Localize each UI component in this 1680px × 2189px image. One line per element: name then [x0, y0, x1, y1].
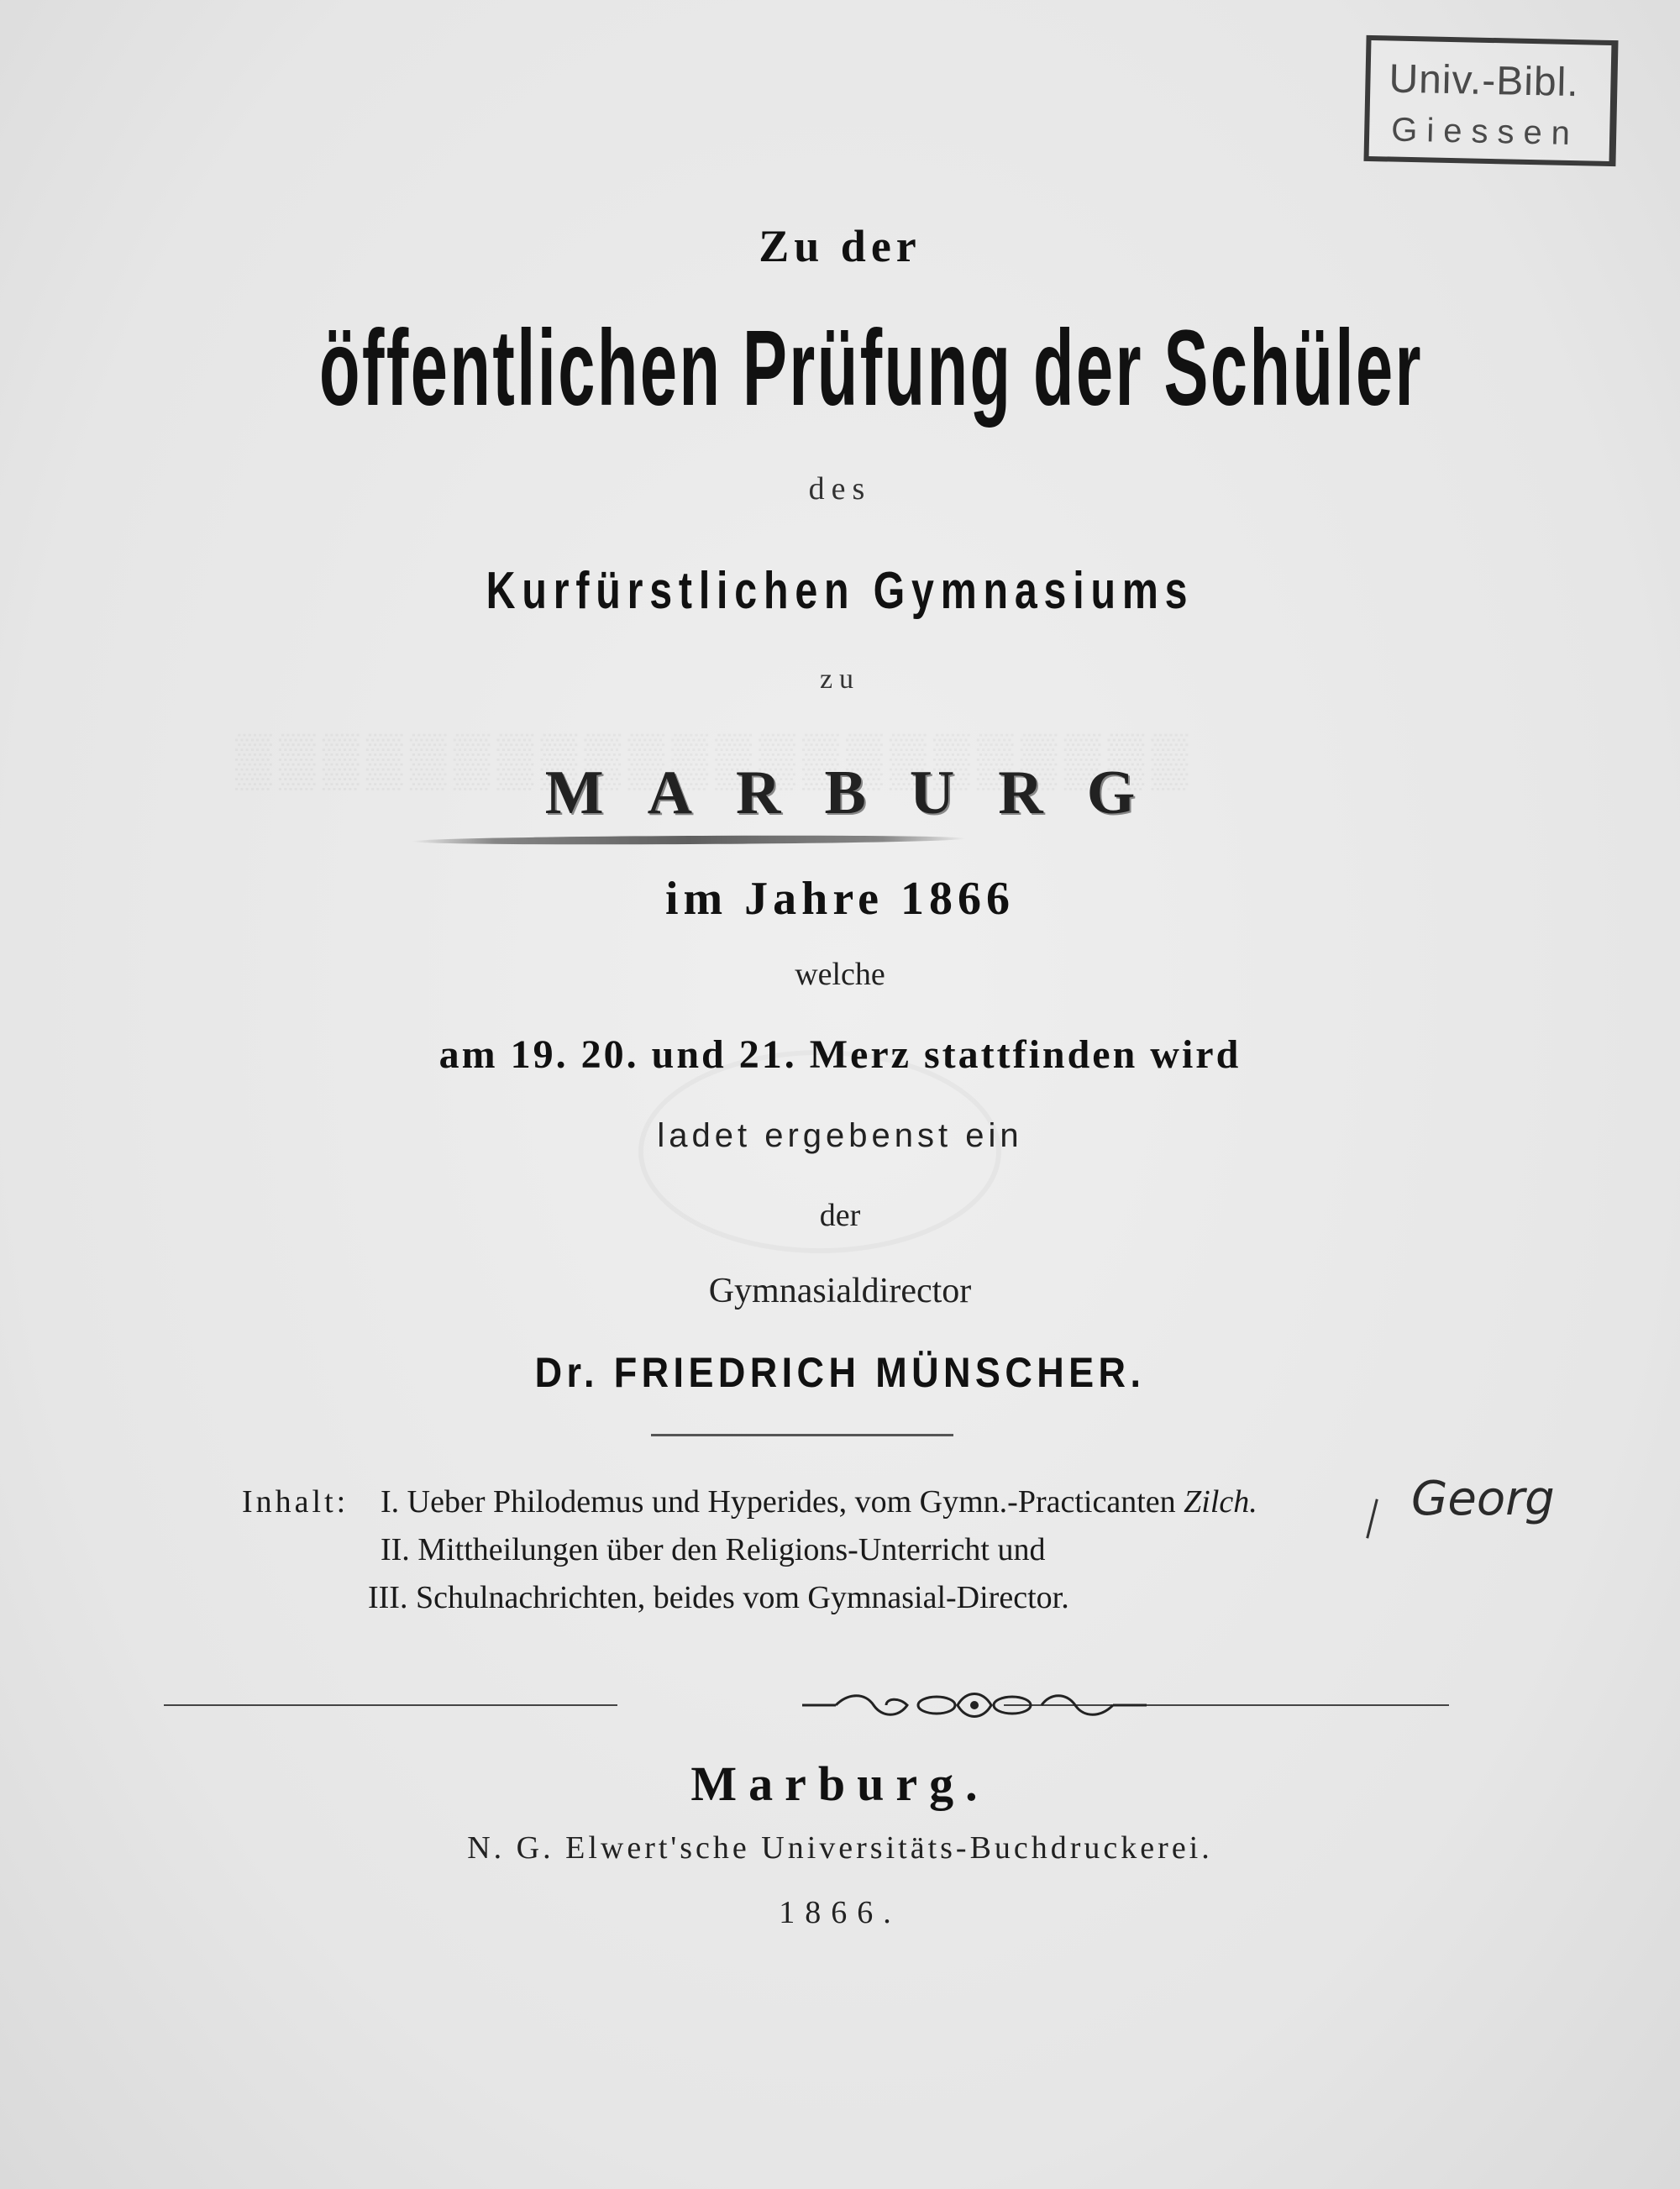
- dates-line: am 19. 20. und 21. Merz stattfinden wird: [438, 1032, 1242, 1077]
- contents-item-number: II.: [381, 1532, 410, 1567]
- contents-item: [242, 1574, 1257, 1622]
- ornament-line-left: [164, 1704, 617, 1706]
- stamp-line-1: Univ.-Bibl.: [1388, 56, 1580, 106]
- pencil-underline: [412, 834, 966, 845]
- author-name: Dr. FRIEDRICH MÜNSCHER.: [534, 1349, 1146, 1396]
- divider-rule: [651, 1434, 953, 1436]
- library-stamp: [1363, 35, 1618, 166]
- contents-label: Inhalt:: [242, 1484, 349, 1520]
- role-line: Gymnasialdirector: [708, 1272, 972, 1310]
- der-line: der: [819, 1198, 861, 1233]
- gymnasium-name: Kurfürstlichen Gymnasiums: [486, 562, 1194, 620]
- handwritten-note: Georg: [1411, 1472, 1555, 1526]
- contents-item-text: Ueber Philodemus und Hyperides, vom Gymn.-Practicanten: [407, 1484, 1176, 1520]
- invite-line: ladet ergebenst ein: [657, 1117, 1023, 1154]
- heading-zu: zu: [819, 664, 861, 695]
- contents-item: [242, 1526, 1257, 1574]
- stamp-line-2: Giessen: [1390, 111, 1580, 153]
- heading-zu-der: Zu der: [759, 221, 921, 271]
- handwritten-name: Zilch.: [1184, 1484, 1257, 1520]
- heading-des: des: [808, 471, 872, 507]
- year-line: im Jahre 1866: [664, 873, 1016, 925]
- imprint-year: 1866.: [779, 1895, 901, 1930]
- ornament-divider: [164, 1688, 1449, 1722]
- handwritten-mark: [1366, 1499, 1378, 1538]
- imprint-printer: N. G. Elwert'sche Universitäts-Buchdruckerei.: [467, 1830, 1213, 1866]
- contents-item-text: Mittheilungen über den Religions-Unterricht und: [417, 1532, 1046, 1567]
- contents-item-text: Schulnachrichten, beides vom Gymnasial-Director.: [415, 1580, 1069, 1615]
- scroll-ornament-icon: [802, 1688, 1147, 1722]
- contents-item-number: I.: [381, 1484, 400, 1520]
- contents-block: [242, 1478, 1257, 1622]
- imprint-city: Marburg.: [690, 1756, 990, 1811]
- city-title: MARBURG: [544, 759, 1179, 827]
- contents-item-number: III.: [368, 1580, 408, 1615]
- main-title: öffentlichen Prüfung der Schüler: [319, 308, 1423, 428]
- contents-item: [242, 1478, 1257, 1526]
- welche-line: welche: [795, 957, 885, 992]
